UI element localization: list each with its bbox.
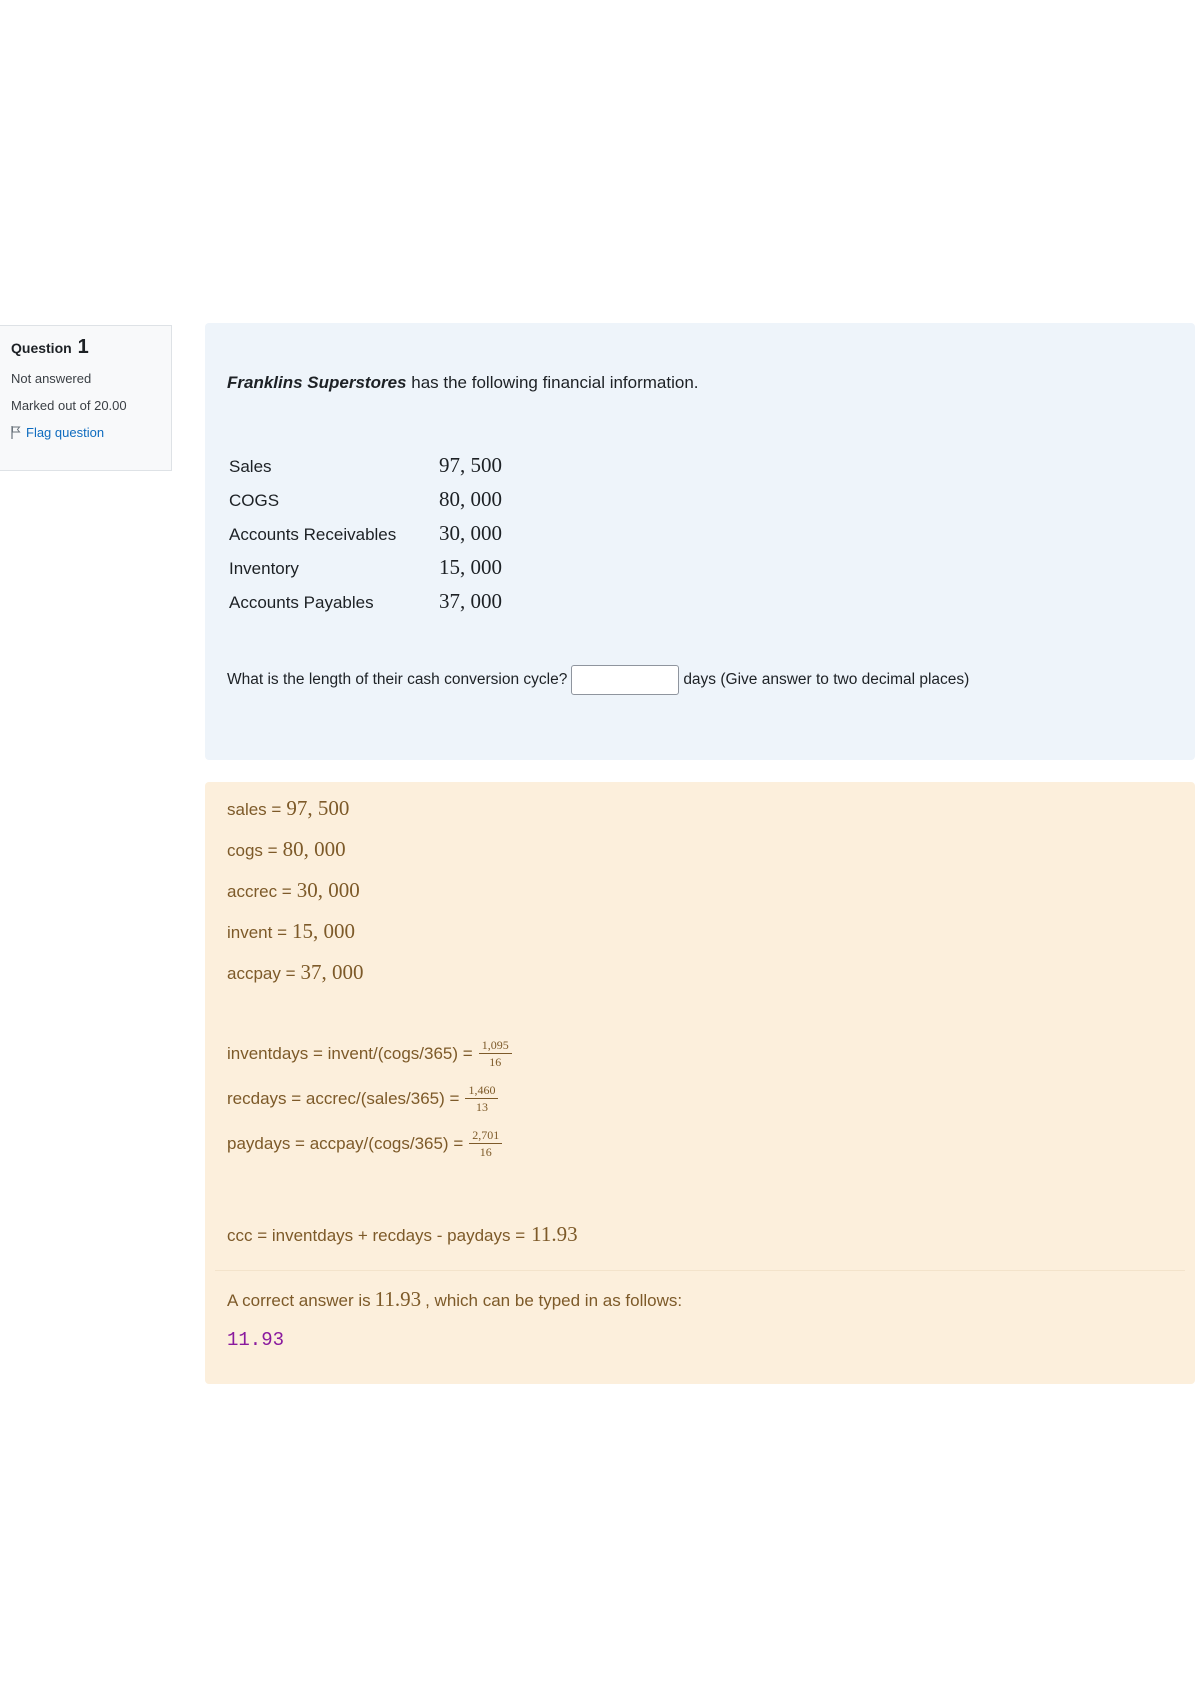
variable-line [227,878,360,903]
calculation-line [227,1129,502,1158]
variable-line [227,919,355,944]
variable-label: cogs = [227,841,278,860]
question-intro [227,373,699,393]
right-answer [227,1287,682,1312]
variable-line [227,837,346,862]
variable-value: 37, 000 [300,960,364,984]
question-state: Not answered [11,371,92,386]
variable-label: invent = [227,923,288,942]
question-grade: Marked out of 20.00 [11,398,127,413]
variable-label: accpay = [227,964,296,983]
ccc-expression: ccc = inventdays + recdays - paydays = [227,1226,526,1245]
financial-value: 37, 000 [439,589,502,613]
fraction-denominator: 13 [475,1100,488,1114]
calculation-expression: recdays = accrec/(sales/365) = [227,1088,460,1108]
variable-line [227,796,349,821]
financial-row [229,555,502,589]
financial-label: Sales [229,457,272,476]
flag-question-link[interactable] [11,425,171,440]
fraction [469,1129,502,1158]
financial-value: 30, 000 [439,521,502,545]
financial-value: 97, 500 [439,453,502,477]
right-answer-value: 11.93 [374,1287,422,1311]
company-name: Franklins Superstores [227,373,407,392]
question-prompt: What is the length of their cash conversion cycle? [227,671,568,688]
fraction-denominator: 16 [489,1055,502,1069]
financial-row [229,589,502,623]
ccc-value: 11.93 [531,1222,578,1246]
fraction-numerator: 1,460 [465,1084,498,1099]
feedback-divider [215,1270,1185,1271]
calculation-expression: paydays = accpay/(cogs/365) = [227,1133,464,1153]
question-formulation [205,323,1195,760]
typed-answer: 11.93 [227,1329,285,1351]
flag-question-label: Flag question [26,425,105,440]
calculation-line [227,1039,512,1068]
answer-suffix: days (Give answer to two decimal places) [683,671,970,688]
right-answer-prefix: A correct answer is [227,1291,371,1310]
financial-row [229,487,502,521]
question-label: Question [11,340,72,356]
fraction [465,1084,498,1113]
financial-label: Accounts Receivables [229,525,397,544]
fraction [479,1039,512,1068]
question-prompt-line [227,665,969,695]
financial-row [229,521,502,555]
financial-table [229,453,502,623]
financial-label: COGS [229,491,280,510]
calculation-expression: inventdays = invent/(cogs/365) = [227,1043,473,1063]
financial-label: Accounts Payables [229,593,374,612]
answer-input[interactable] [571,665,679,695]
financial-label: Inventory [229,559,299,578]
question-info [0,325,172,471]
variable-label: accrec = [227,882,292,901]
variable-label: sales = [227,800,282,819]
fraction-numerator: 2,701 [469,1129,502,1144]
right-answer-suffix: , which can be typed in as follows: [425,1291,683,1310]
financial-value: 80, 000 [439,487,502,511]
financial-row [229,453,502,487]
calculation-line [227,1084,498,1113]
flag-icon [11,426,21,439]
general-feedback [205,782,1195,1384]
financial-value: 15, 000 [439,555,502,579]
question-number: 1 [77,336,89,358]
fraction-numerator: 1,095 [479,1039,512,1054]
variable-value: 80, 000 [282,837,346,861]
fraction-denominator: 16 [479,1145,492,1159]
variable-value: 30, 000 [296,878,360,902]
variable-value: 15, 000 [292,919,356,943]
variable-line [227,960,364,985]
question-number-heading [11,336,171,359]
ccc-line [227,1222,578,1247]
variable-value: 97, 500 [286,796,350,820]
intro-text: has the following financial information. [411,373,699,392]
